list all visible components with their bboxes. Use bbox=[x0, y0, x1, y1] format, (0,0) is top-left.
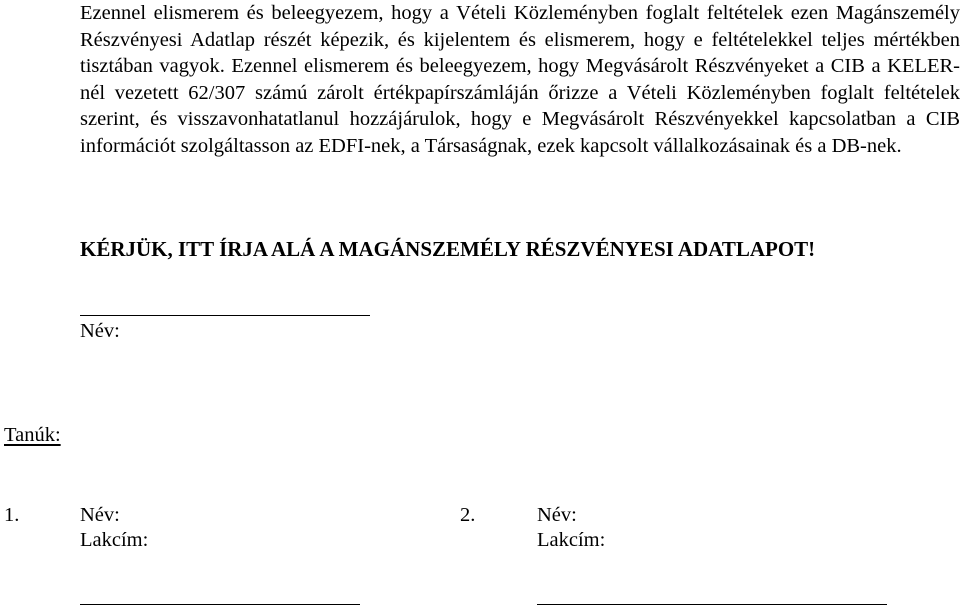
witness-1-number: 1. bbox=[4, 504, 20, 526]
witness-1-address-label: Lakcím: bbox=[80, 529, 149, 551]
witness-2-signature-line[interactable] bbox=[537, 604, 887, 605]
signature-instruction-heading: KÉRJÜK, ITT ÍRJA ALÁ A MAGÁNSZEMÉLY RÉSZVÉNYESI ADATLAPOT! bbox=[80, 237, 816, 261]
consent-paragraph: Ezennel elismerem és beleegyezem, hogy a Vételi Közleményben foglalt feltételek ezen Magánszemély Részvényesi Adatlap részét képezik, és kijelentem és elismerem, hogy e feltételekkel teljes mértékben tisztában vagyok. Ezennel elismerem és beleegyezem, hogy Megvásárolt Részvényeket a CIB a KELER-nél vezetett 62/307 számú zárolt értékpapírszámláján őrizze a Vételi Közleményben foglalt feltételek szerint, és visszavonhatatlanul hozzájárulok, hogy e Megvásárolt Részvényekkel kapcsolatban a CIB információt szolgáltasson az EDFI-nek, a Társaságnak, ezek kapcsolt vállalkozásainak és a DB-nek. bbox=[80, 2, 960, 157]
witnesses-label: Tanúk: bbox=[4, 424, 61, 446]
witness-1-name-label: Név: bbox=[80, 504, 120, 526]
shareholder-signature-line[interactable] bbox=[80, 315, 370, 316]
witness-2-address-label: Lakcím: bbox=[537, 529, 606, 551]
shareholder-name-label: Név: bbox=[80, 320, 120, 342]
witness-2-number: 2. bbox=[460, 504, 476, 526]
witness-2-name-label: Név: bbox=[537, 504, 577, 526]
witness-1-signature-line[interactable] bbox=[80, 604, 360, 605]
